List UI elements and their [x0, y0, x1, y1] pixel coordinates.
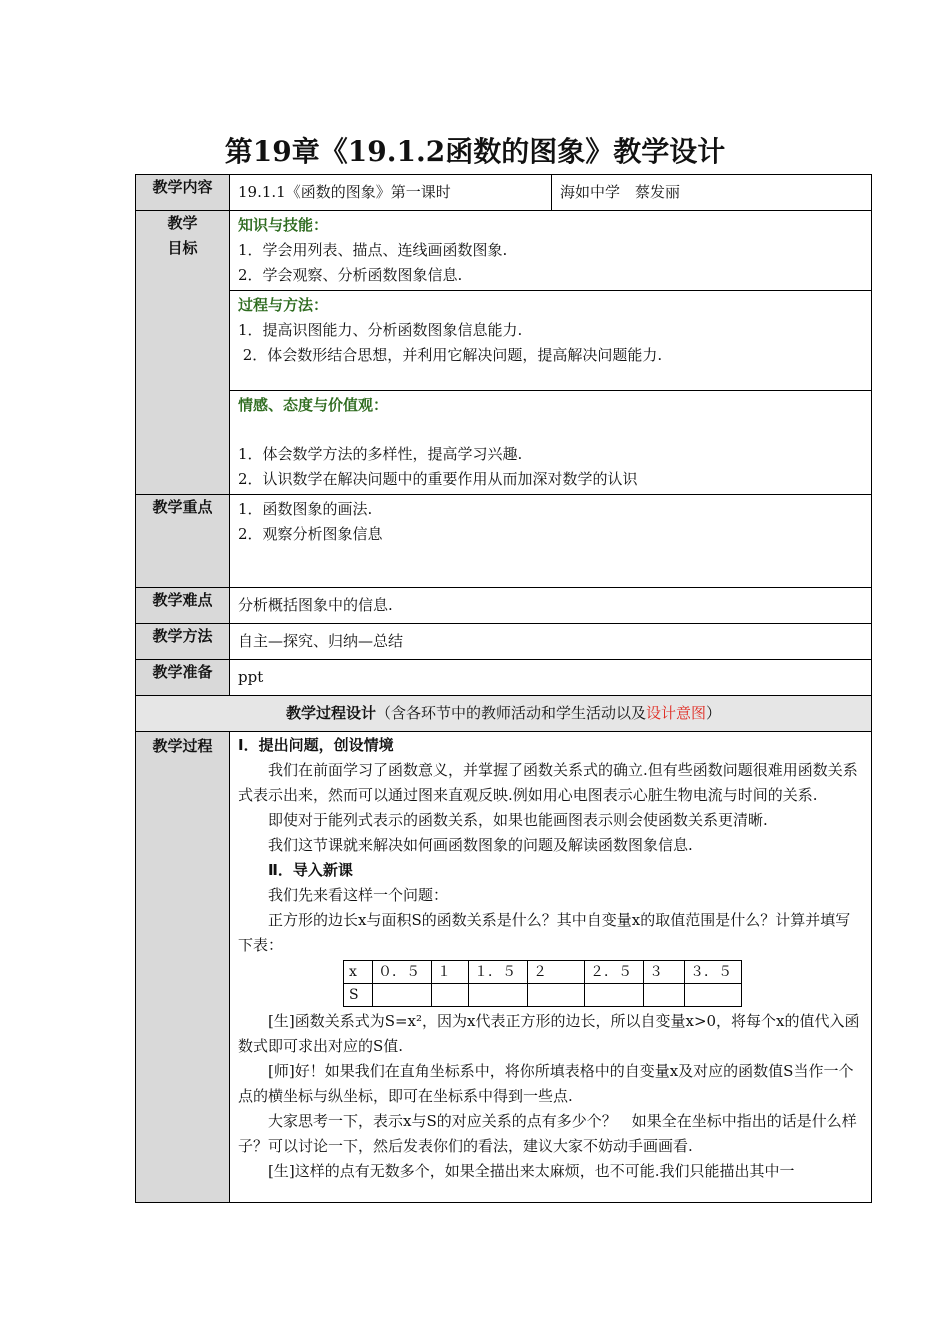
content-row [136, 175, 872, 211]
process-label: 教学过程 [136, 732, 230, 1203]
key-points-label: 教学重点 [136, 495, 230, 588]
key-points-row [136, 495, 872, 588]
emotion-item: 1．体会数学方法的多样性，提高学习兴趣. [238, 445, 523, 463]
paragraph: [生]这样的点有无数多个，如果全描出来太麻烦，也不可能.我们只能描出其中一 [268, 1162, 795, 1180]
s-cell [432, 984, 469, 1007]
method-text: 自主—探究、归纳—总结 [238, 632, 404, 650]
objectives-emotion-row [136, 391, 872, 495]
section-heading-2: Ⅱ．导入新课 [268, 861, 353, 879]
process-cell [230, 732, 872, 1203]
process-item: 2．体会数形结合思想，并利用它解决问题，提高解决问题能力. [238, 346, 663, 364]
x-cell: ０．５ [373, 961, 432, 984]
s-cell [469, 984, 528, 1007]
key-points-cell [230, 495, 872, 588]
teacher-text: 海如中学 蔡发丽 [560, 183, 681, 201]
x-cell: x [344, 961, 373, 984]
emotion-item: 2．认识数学在解决问题中的重要作用从而加深对数学的认识 [238, 470, 638, 488]
preparation-cell [230, 660, 872, 696]
s-cell [644, 984, 685, 1007]
preparation-row [136, 660, 872, 696]
objectives-label-line1: 教学 [167, 214, 198, 232]
emotion-heading: 情感、态度与价值观： [238, 396, 389, 414]
method-row [136, 624, 872, 660]
x-cell: ２．５ [585, 961, 644, 984]
key-point-item: 2．观察分析图象信息 [238, 525, 383, 543]
paragraph: 我们在前面学习了函数意义，并掌握了函数关系式的确立.但有些函数问题很难用函数关系式表示出来，然而可以通过图来直观反映.例如用心电图表示心脏生物电流与时间的关系. [238, 761, 858, 804]
knowledge-cell [230, 211, 872, 291]
difficulty-label: 教学难点 [136, 588, 230, 624]
s-cell [373, 984, 432, 1007]
knowledge-item: 1．学会用列表、描点、连线画函数图象. [238, 241, 508, 259]
objectives-process-row [136, 291, 872, 391]
s-row [344, 984, 742, 1007]
lesson-plan-table-wrapper [135, 174, 871, 1203]
x-row [344, 961, 742, 984]
x-cell: １．５ [469, 961, 528, 984]
x-s-table [343, 960, 742, 1007]
paragraph: 我们这节课就来解决如何画函数图象的问题及解读函数图象信息. [268, 836, 693, 854]
difficulty-row [136, 588, 872, 624]
content-label: 教学内容 [136, 175, 230, 211]
preparation-text: ppt [238, 668, 264, 686]
teacher-cell [552, 175, 872, 211]
x-cell: ２ [528, 961, 585, 984]
teaching-process-row [136, 732, 872, 1203]
key-point-item: 1．函数图象的画法. [238, 500, 373, 518]
emotion-cell [230, 391, 872, 495]
process-item: 1．提高识图能力、分析函数图象信息能力. [238, 321, 523, 339]
paragraph: 正方形的边长x与面积S的函数关系是什么？其中自变量x的取值范围是什么？计算并填写下表： [238, 911, 851, 954]
process-header-row [136, 696, 872, 732]
objectives-label [136, 211, 230, 495]
knowledge-heading: 知识与技能： [238, 216, 329, 234]
lesson-text: 19.1.1《函数的图象》第一课时 [238, 183, 451, 201]
x-cell: １ [432, 961, 469, 984]
knowledge-item: 2．学会观察、分析函数图象信息. [238, 266, 463, 284]
process-header-red: 设计意图 [646, 704, 707, 722]
process-header-bold: 教学过程设计 [285, 704, 376, 722]
process-heading: 过程与方法： [238, 296, 329, 314]
s-cell [528, 984, 585, 1007]
process-header-normal: （含各环节中的教师活动和学生活动以及 [375, 704, 646, 722]
method-cell [230, 624, 872, 660]
process-method-cell [230, 291, 872, 391]
objectives-label-line2: 目标 [167, 239, 198, 257]
x-cell: ３ [644, 961, 685, 984]
paragraph: [生]函数关系式为S=x²，因为x代表正方形的边长，所以自变量x>0，将每个x的值代入函数式即可求出对应的S值. [238, 1012, 860, 1055]
s-cell: S [344, 984, 373, 1007]
process-header [136, 696, 872, 732]
paragraph: 即使对于能列式表示的函数关系，如果也能画图表示则会使函数关系更清晰. [268, 811, 768, 829]
method-label: 教学方法 [136, 624, 230, 660]
difficulty-text: 分析概括图象中的信息. [238, 596, 393, 614]
process-header-close: ） [706, 704, 722, 722]
paragraph: [师]好！如果我们在直角坐标系中，将你所填表格中的自变量x及对应的函数值S当作一个点的横坐标与纵坐标，即可在坐标系中得到一些点. [238, 1062, 854, 1105]
paragraph: 大家思考一下，表示x与S的对应关系的点有多少个？ 如果全在坐标中指出的话是什么样子？可以讨论一下，然后发表你们的看法，建议大家不妨动手画画看. [238, 1112, 857, 1155]
paragraph: 我们先来看这样一个问题： [268, 886, 449, 904]
lesson-plan-table [135, 174, 872, 1203]
s-cell [585, 984, 644, 1007]
preparation-label: 教学准备 [136, 660, 230, 696]
x-cell: ３．５ [685, 961, 742, 984]
lesson-cell [230, 175, 552, 211]
objectives-knowledge-row [136, 211, 872, 291]
difficulty-cell [230, 588, 872, 624]
section-heading-1: Ⅰ．提出问题，创设情境 [238, 736, 394, 754]
document-title: 第19章《19.1.2函数的图象》教学设计 [224, 135, 726, 168]
s-cell [685, 984, 742, 1007]
